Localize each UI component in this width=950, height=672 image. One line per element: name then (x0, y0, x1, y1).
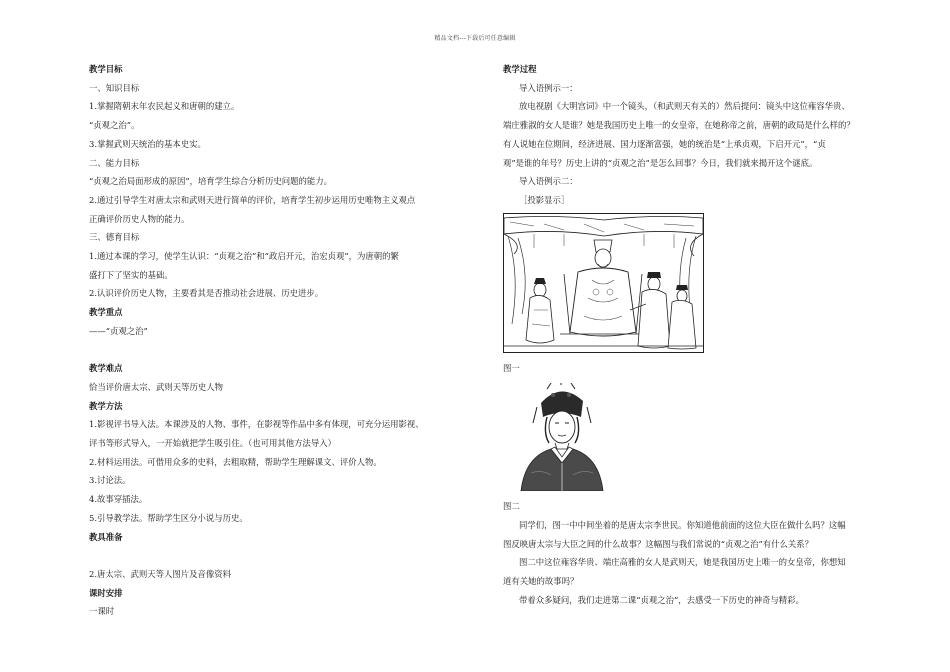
text-line: 图二中这位雍容华贵、端庄高雅的女人是武则天，她是我国历史上唯一的女皇帝，你想知 (519, 557, 846, 568)
text-line: 导入语例示一： (519, 82, 578, 93)
text-line: 道有关她的故事吗？ (503, 576, 579, 587)
text-line: 盛打下了坚实的基础。 (89, 269, 173, 280)
text-line: 一、知识目标 (89, 82, 140, 93)
section-heading: 教学难点 (89, 363, 123, 374)
text-line: 2.认识评价历史人物，主要看其是否推动社会进展、历史进步。 (89, 288, 324, 299)
text-line: 二、能力目标 (89, 157, 140, 168)
text-line: 5.引导教学法。帮助学生区分小说与历史。 (89, 512, 248, 523)
empress-portrait-icon (511, 383, 611, 491)
text-line: 2.通过引导学生对唐太宗和武则天进行简单的评价，培育学生初步运用历史唯物主义观点 (89, 194, 416, 205)
text-line: 2.唐太宗、武则天等人图片及音像资料 (89, 568, 231, 579)
text-line: 同学们，图一中中间坐着的是唐太宗李世民。你知道他前面的这位大臣在做什么吗？这幅 (519, 520, 846, 531)
text-line: 1.影视评书导入法。本课涉及的人物、事件，在影视等作品中多有体现，可充分运用影视、 (89, 419, 424, 430)
text-line: “贞观之治局面形成的原因”，培育学生综合分析历史问题的能力。 (89, 176, 333, 187)
text-line: 观”是谁的年号？历史上讲的“贞观之治”是怎么回事？今日，我们就来揭开这个谜底。 (503, 157, 818, 168)
text-line: ——“贞观之治” (89, 325, 148, 336)
text-line: 三、德育目标 (89, 232, 140, 243)
text-line: 图反映唐太宗与大臣之间的什么故事？这幅图与我们常说的“贞观之治”有什么关系？ (503, 538, 814, 549)
left-column (89, 60, 474, 621)
text-line: 有人说她在位期间，经济进展、国力逐渐富强，她的统治是“上承贞观，下启开元”，“贞 (503, 138, 826, 149)
text-line: 1.掌握隋朝末年农民起义和唐朝的建立。 (89, 101, 240, 112)
text-line: 端庄雅淑的女人是谁？她是我国历史上唯一的女皇帝，在她称帝之前，唐朝的政局是什么样的？ (503, 120, 855, 131)
figure-2-empress-portrait (511, 383, 611, 491)
blank-line (89, 546, 474, 565)
section-heading: 课时安排 (89, 587, 123, 598)
text-line: 3.讨论法。 (89, 475, 131, 486)
text-line: 带着众多疑问，我们走进第二课“贞观之治”，去感受一下历史的神奇与精彩。 (519, 594, 804, 605)
text-line: 一课时 (89, 606, 115, 617)
text-line: “贞观之治”。 (89, 120, 140, 131)
text-line: 导入语例示二： (519, 176, 578, 187)
right-column (503, 60, 888, 610)
figure-1-label: 图一 (503, 362, 520, 373)
figure-1-court-scene (503, 213, 704, 353)
text-line: 4.故事穿插法。 (89, 494, 148, 505)
text-line: ［投影显示］ (519, 194, 570, 205)
text-line: 3.掌握武则天统治的基本史实。 (89, 138, 206, 149)
section-heading: 教学目标 (89, 64, 123, 74)
section-heading: 教学方法 (89, 400, 123, 411)
page-header: 精品文档---下载后可任意编辑 (434, 35, 516, 42)
lesson-process-discussion (503, 516, 888, 610)
section-heading: 教学重点 (89, 307, 123, 318)
figure-2-label: 图二 (503, 501, 520, 512)
court-scene-icon (504, 214, 703, 352)
text-line: 评书等形式导入，一开始就把学生吸引住。（也可用其他方法导入） (89, 438, 337, 449)
text-line: 放电视剧《大明宫词》中一个镜头，（和武则天有关的）然后提问：镜头中这位雍容华贵、 (519, 101, 850, 112)
section-heading: 教具准备 (89, 531, 123, 542)
text-line: 恰当评价唐太宗、武则天等历史人物 (89, 381, 223, 392)
section-heading: 教学过程 (503, 64, 537, 74)
text-line: 正确评价历史人物的能力。 (89, 213, 190, 224)
text-line: 1.通过本课的学习，使学生认识：“贞观之治”和“政启开元，治宏贞观”，为唐朝的繁 (89, 251, 399, 262)
lesson-process-intro (503, 60, 888, 210)
text-line: 2.材料运用法。可借用众多的史料，去粗取精，帮助学生理解课文、评价人物。 (89, 456, 382, 467)
blank-line (89, 341, 474, 360)
